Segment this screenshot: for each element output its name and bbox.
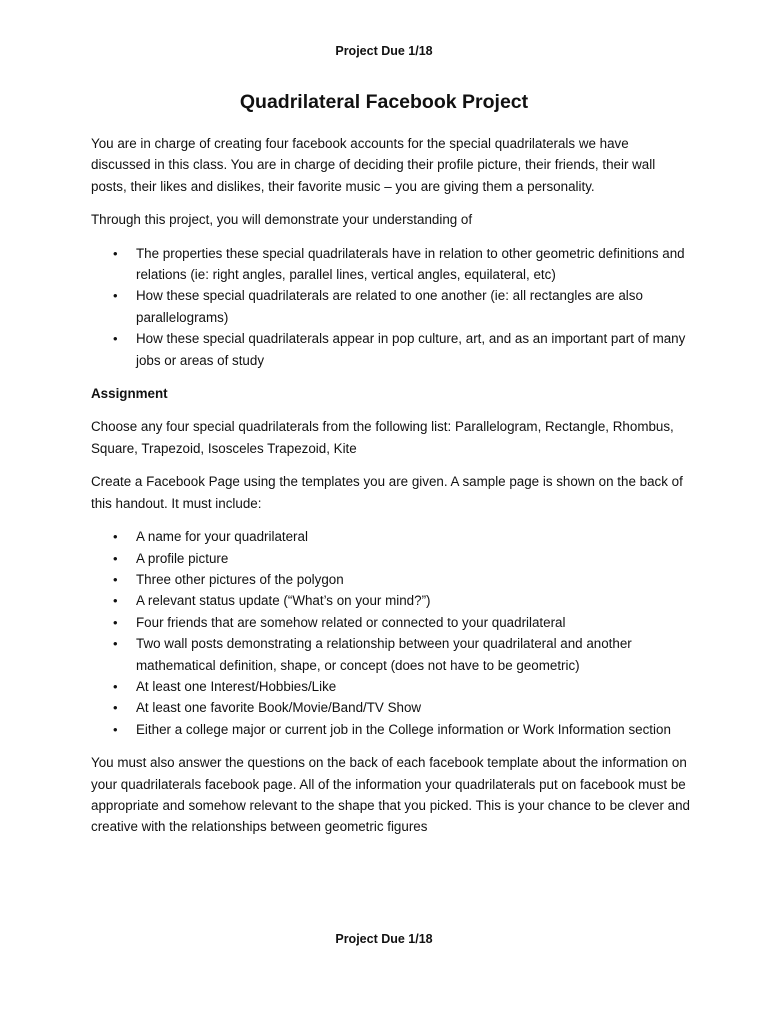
page-title: Quadrilateral Facebook Project [239, 91, 529, 113]
bullet-icon: • [113, 529, 118, 545]
list-item [91, 590, 691, 611]
page-header: Project Due 1/18 [335, 44, 433, 58]
list-item-text: The properties these special quadrilaterals have in relation to other geometric definitions and relations (ie: right angles, parallel lines, vertical angles, equilateral, etc) [136, 245, 685, 283]
list-item-text: A profile picture [136, 550, 229, 566]
bullet-icon: • [113, 678, 118, 694]
bullet-icon: • [113, 636, 118, 652]
bullet-icon: • [113, 571, 118, 587]
list-item-text: How these special quadrilaterals are related to one another (ie: all rectangles are also parallelograms) [136, 288, 643, 325]
list-item-text: How these special quadrilaterals appear in pop culture, art, and as an important part of many jobs or areas of study [136, 331, 686, 368]
list-item-text: A name for your quadrilateral [136, 529, 308, 545]
understanding-list [91, 243, 691, 371]
assignment-paragraph-2: Create a Facebook Page using the templates you are given. A sample page is shown on the back of this handout. It must include: [91, 474, 683, 511]
requirements-list [91, 526, 691, 740]
list-item [91, 612, 691, 633]
bullet-icon: • [113, 331, 118, 347]
list-item [91, 285, 691, 328]
list-item-text: At least one Interest/Hobbies/Like [136, 678, 337, 694]
bullet-icon: • [113, 614, 118, 630]
document-body [91, 133, 691, 850]
list-item [91, 526, 691, 547]
list-item [91, 548, 691, 569]
bullet-icon: • [113, 245, 118, 261]
list-item-text: A relevant status update (“What’s on your mind?”) [136, 593, 431, 609]
list-item [91, 719, 691, 740]
list-item [91, 569, 691, 590]
bullet-icon: • [113, 550, 118, 566]
bullet-icon: • [113, 721, 118, 737]
list-item [91, 697, 691, 718]
list-item-text: At least one favorite Book/Movie/Band/TV Show [136, 700, 422, 716]
assignment-heading: Assignment [91, 386, 168, 402]
list-item [91, 243, 691, 286]
list-item-text: Three other pictures of the polygon [136, 571, 344, 587]
list-item-text: Either a college major or current job in the College information or Work Information section [136, 721, 671, 737]
bullet-icon: • [113, 700, 118, 716]
assignment-paragraph-1: Choose any four special quadrilaterals from the following list: Parallelogram, Rectangle, Rhombus, Square, Trapezoid, Isosceles Trapezoid, Kite [91, 419, 674, 456]
intro-paragraph-1: You are in charge of creating four facebook accounts for the special quadrilaterals we have discussed in this class. You are in charge of deciding their profile picture, their friends, their wall posts, their likes and dislikes, their favorite music – you are giving them a personality. [91, 136, 656, 194]
assignment-paragraph-3: You must also answer the questions on the back of each facebook template about the information on your quadrilaterals facebook page. All of the information your quadrilaterals put on facebook must be appropriate and somehow relevant to the shape that you picked. This is your chance to be clever and creative with the relationships between geometric figures [91, 755, 690, 835]
intro-paragraph-2: Through this project, you will demonstrate your understanding of [91, 212, 473, 228]
list-item [91, 676, 691, 697]
list-item-text: Two wall posts demonstrating a relationship between your quadrilateral and another mathematical definition, shape, or concept (does not have to be geometric) [136, 636, 632, 673]
list-item-text: Four friends that are somehow related or connected to your quadrilateral [136, 614, 566, 630]
page-footer: Project Due 1/18 [335, 932, 433, 946]
bullet-icon: • [113, 288, 118, 304]
bullet-icon: • [113, 593, 118, 609]
list-item [91, 633, 691, 676]
list-item [91, 328, 691, 371]
